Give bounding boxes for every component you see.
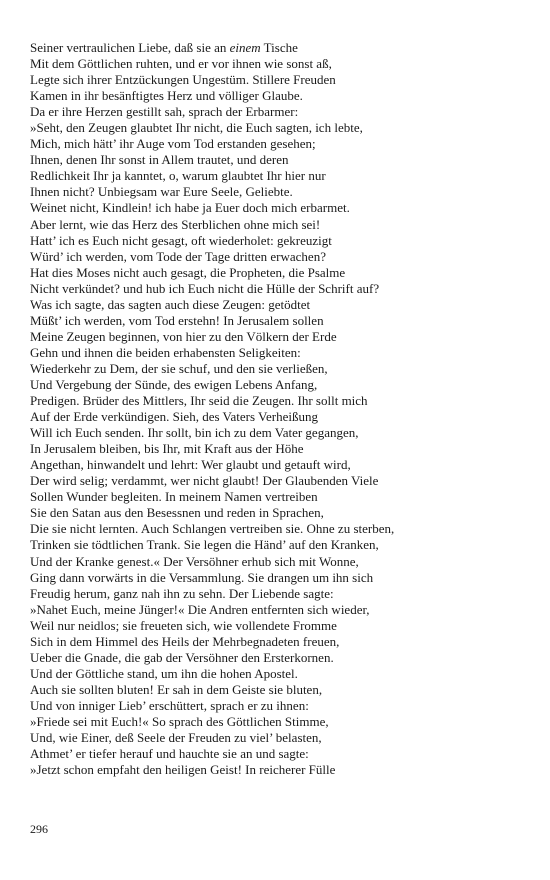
poem-line: Müßt’ ich werden, vom Tod erstehn! In Jerusalem sollen [30, 312, 324, 328]
poem-line: Da er ihre Herzen gestillt sah, sprach der Erbarmer: [30, 104, 299, 120]
poem-line: Athmet’ er tiefer herauf und hauchte sie an und sagte: [30, 746, 309, 762]
poem-line: Ihnen nicht? Unbiegsam war Eure Seele, Geliebte. [30, 184, 293, 200]
poem-line: Auch sie sollten bluten! Er sah in dem Geiste sie bluten, [30, 681, 323, 697]
poem-line: Sollen Wunder begleiten. In meinem Namen vertreiben [30, 489, 318, 505]
poem-line-emphasis: einem [229, 40, 261, 55]
poem-line-text: Seiner vertraulichen Liebe, daß sie an [30, 40, 230, 55]
poem-line: Sich in dem Himmel des Heils der Mehrbegnadeten freuen, [30, 633, 340, 649]
poem-line: Redlichkeit Ihr ja kanntet, o, warum glaubtet Ihr hier nur [30, 168, 326, 184]
poem-line-text-after: Tische [260, 40, 298, 55]
poem-line: »Seht, den Zeugen glaubtet Ihr nicht, die Euch sagten, ich lebte, [30, 120, 363, 136]
poem-line: Kamen in ihr besänftigtes Herz und völliger Glaube. [30, 88, 303, 104]
poem-line: Meine Zeugen beginnen, von hier zu den Völkern der Erde [30, 328, 337, 344]
poem-line: Ging dann vorwärts in die Versammlung. Sie drangen um ihn sich [30, 569, 374, 585]
poem-line: Und der Kranke genest.« Der Versöhner erhub sich mit Wonne, [30, 553, 359, 569]
poem-line: Weil nur neidlos; sie freueten sich, wie vollendete Fromme [30, 617, 337, 633]
poem-line: Und der Göttliche stand, um ihn die hohen Apostel. [30, 665, 298, 681]
poem-line: Will ich Euch senden. Ihr sollt, bin ich zu dem Vater gegangen, [30, 425, 359, 441]
poem-line: Gehn und ihnen die beiden erhabensten Seligkeiten: [30, 344, 301, 360]
poem-line: Würd’ ich werden, vom Tode der Tage dritten erwachen? [30, 248, 326, 264]
poem-line: Legte sich ihrer Entzückungen Ungestüm. Stillere Freuden [30, 72, 336, 88]
poem-line: Freudig herum, ganz nah ihn zu sehn. Der Liebende sagte: [30, 585, 334, 601]
poem-line: Und Vergebung der Sünde, des ewigen Lebens Anfang, [30, 376, 318, 392]
poem-line: »Friede sei mit Euch!« So sprach des Göttlichen Stimme, [30, 713, 329, 729]
poem-line: Sie den Satan aus den Besessnen und reden in Sprachen, [30, 505, 324, 521]
poem-line: Und von inniger Lieb’ erschüttert, sprach er zu ihnen: [30, 697, 309, 713]
poem-line: Aber lernt, wie das Herz des Sterblichen ohne mich sei! [30, 216, 321, 232]
poem-line: Der wird selig; verdammt, wer nicht glaubt! Der Glaubenden Viele [30, 473, 379, 489]
poem-line: Nicht verkündet? und hub ich Euch nicht die Hülle der Schrift auf? [30, 280, 380, 296]
poem-line: Und, wie Einer, deß Seele der Freuden zu viel’ belasten, [30, 730, 322, 746]
poem-line: Auf der Erde verkündigen. Sieh, des Vaters Verheißung [30, 409, 318, 425]
poem-line: Was ich sagte, das sagten auch diese Zeugen: getödtet [30, 296, 311, 312]
poem-line: Predigen. Brüder des Mittlers, Ihr seid die Zeugen. Ihr sollt mich [30, 393, 368, 409]
poem-line: In Jerusalem bleiben, bis Ihr, mit Kraft aus der Höhe [30, 441, 304, 457]
page-number: 296 [30, 822, 48, 836]
poem-line: Ihnen, denen Ihr sonst in Allem trautet, und deren [30, 152, 289, 168]
poem-line: »Nahet Euch, meine Jünger!« Die Andren entfernten sich wieder, [30, 601, 370, 617]
poem-line: Mich, mich hätt’ ihr Auge vom Tod erstanden gesehen; [30, 136, 316, 152]
poem-line: Ueber die Gnade, die gab der Versöhner den Ersterkornen. [30, 649, 334, 665]
poem-line: Hat dies Moses nicht auch gesagt, die Propheten, die Psalme [30, 264, 346, 280]
poem-text-block [30, 40, 530, 778]
poem-line: Mit dem Göttlichen ruhten, und er vor ihnen wie sonst aß, [30, 56, 332, 72]
poem-line: »Jetzt schon empfaht den heiligen Geist! In reicherer Fülle [30, 762, 336, 778]
poem-line: Wiederkehr zu Dem, der sie schuf, und den sie verließen, [30, 360, 328, 376]
poem-line: Hatt’ ich es Euch nicht gesagt, oft wiederholet: gekreuzigt [30, 232, 332, 248]
poem-line: Die sie nicht lernten. Auch Schlangen vertreiben sie. Ohne zu sterben, [30, 521, 395, 537]
poem-line [30, 40, 530, 56]
poem-line: Angethan, hinwandelt und lehrt: Wer glaubt und getauft wird, [30, 457, 351, 473]
poem-line: Weinet nicht, Kindlein! ich habe ja Euer doch mich erbarmet. [30, 200, 350, 216]
poem-line: Trinken sie tödtlichen Trank. Sie legen die Händ’ auf den Kranken, [30, 537, 379, 553]
